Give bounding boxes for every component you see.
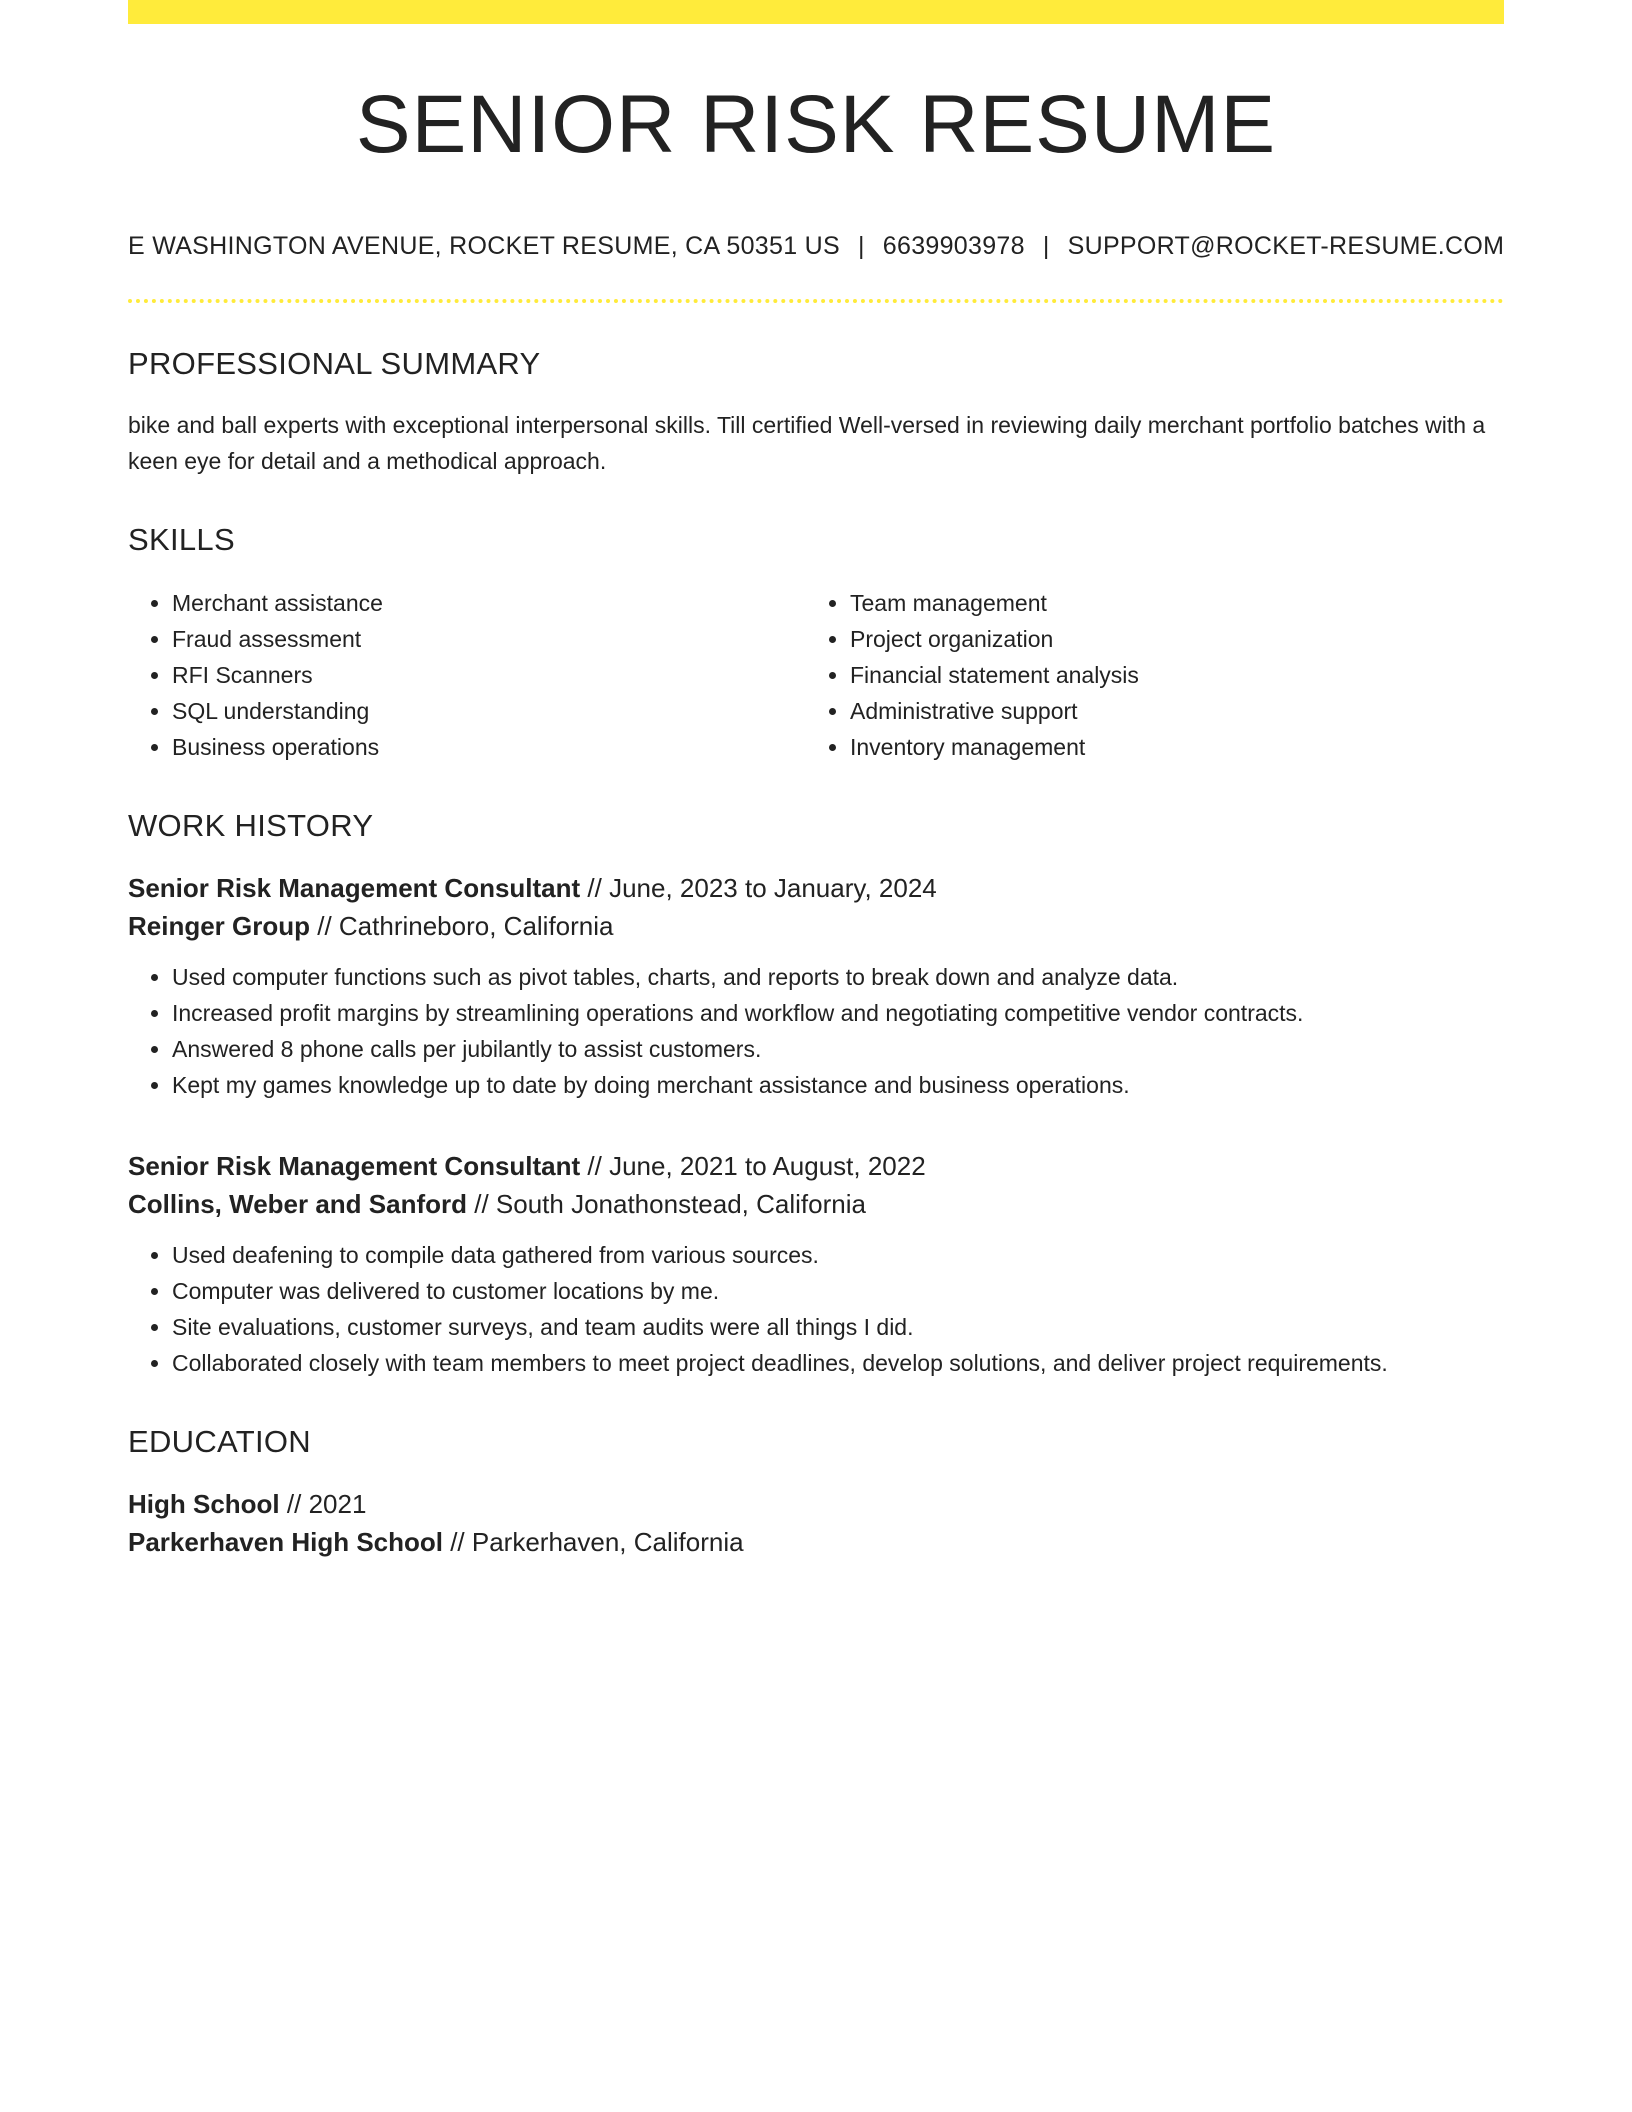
section-title-summary: PROFESSIONAL SUMMARY	[128, 346, 541, 381]
job-bullet: • Collaborated closely with team members to meet project deadlines, develop solutions, and deliver project requirements.	[172, 1345, 1504, 1381]
skill-item: • Project organization	[850, 621, 1484, 657]
job-bullet: • Increased profit margins by streamlining operations and workflow and negotiating competitive vendor contracts.	[172, 995, 1504, 1031]
job-location: // South Jonathonstead, California	[467, 1189, 866, 1220]
education-degree-line	[128, 1485, 1504, 1523]
section-title-work-history: WORK HISTORY	[128, 808, 374, 844]
job-role-line	[128, 869, 1504, 907]
contact-line	[128, 232, 1504, 261]
skill-item: • SQL understanding	[172, 693, 806, 729]
summary-text: bike and ball experts with exceptional interpersonal skills. Till certified Well-versed in reviewing daily merchant portfolio batches with a keen eye for detail and a methodical approach.	[128, 412, 1486, 475]
resume-page	[128, 0, 1504, 1561]
skill-item: • Inventory management	[850, 729, 1484, 765]
job-dates: // June, 2023 to January, 2024	[580, 873, 937, 904]
job-entry	[128, 869, 1504, 1103]
job-bullet: • Computer was delivered to customer locations by me.	[172, 1273, 1504, 1309]
contact-separator: |	[1042, 232, 1050, 260]
skills-list	[128, 585, 1504, 765]
skill-item: • Team management	[850, 585, 1484, 621]
job-location: // Cathrineboro, California	[310, 911, 614, 942]
education-location: // Parkerhaven, California	[442, 1527, 744, 1558]
job-bullet: • Kept my games knowledge up to date by doing merchant assistance and business operations.	[172, 1067, 1504, 1103]
skills-column-left	[128, 585, 806, 765]
skill-item: • Administrative support	[850, 693, 1484, 729]
job-company-line	[128, 907, 1504, 945]
education-year: // 2021	[279, 1489, 367, 1520]
education-school: Parkerhaven High School	[128, 1527, 443, 1558]
job-company: Collins, Weber and Sanford	[128, 1189, 468, 1220]
job-bullet: • Site evaluations, customer surveys, and team audits were all things I did.	[172, 1309, 1504, 1345]
dotted-divider	[128, 299, 1504, 303]
education-entry	[128, 1485, 1504, 1561]
job-bullets	[128, 1237, 1504, 1381]
resume-title: SENIOR RISK RESUME	[355, 79, 1277, 170]
job-bullets	[128, 959, 1504, 1103]
section-title-education: EDUCATION	[128, 1424, 311, 1460]
job-company: Reinger Group	[128, 911, 311, 942]
accent-top-bar	[128, 0, 1504, 24]
job-company-line	[128, 1185, 1504, 1223]
job-role-line	[128, 1147, 1504, 1185]
skill-item: • Merchant assistance	[172, 585, 806, 621]
contact-phone: 6639903978	[882, 232, 1025, 260]
section-title-skills: SKILLS	[128, 522, 235, 558]
skills-column-right	[806, 585, 1484, 765]
job-role: Senior Risk Management Consultant	[128, 873, 581, 904]
education-degree: High School	[128, 1489, 280, 1520]
job-role: Senior Risk Management Consultant	[128, 1151, 581, 1182]
contact-address: E WASHINGTON AVENUE, ROCKET RESUME, CA 50351 US	[128, 232, 840, 260]
job-bullet: • Answered 8 phone calls per jubilantly to assist customers.	[172, 1031, 1504, 1067]
job-bullet: • Used deafening to compile data gathered from various sources.	[172, 1237, 1504, 1273]
job-entry	[128, 1147, 1504, 1381]
contact-email: SUPPORT@ROCKET-RESUME.COM	[1067, 232, 1505, 260]
contact-separator: |	[857, 232, 865, 260]
job-dates: // June, 2021 to August, 2022	[580, 1151, 926, 1182]
job-bullet: • Used computer functions such as pivot tables, charts, and reports to break down and analyze data.	[172, 959, 1504, 995]
skill-item: • Fraud assessment	[172, 621, 806, 657]
education-school-line	[128, 1523, 1504, 1561]
skill-item: • Business operations	[172, 729, 806, 765]
skill-item: • RFI Scanners	[172, 657, 806, 693]
skill-item: • Financial statement analysis	[850, 657, 1484, 693]
